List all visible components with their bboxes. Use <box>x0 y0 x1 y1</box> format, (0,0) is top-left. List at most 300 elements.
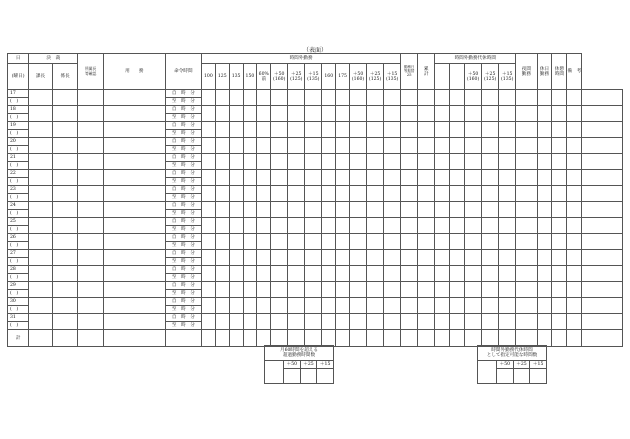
entry-cell[interactable] <box>499 234 516 250</box>
entry-cell[interactable] <box>322 122 336 138</box>
total-cell[interactable] <box>350 330 367 347</box>
entry-cell[interactable] <box>567 154 582 170</box>
entry-cell[interactable] <box>215 154 229 170</box>
entry-cell[interactable] <box>552 90 567 106</box>
total-cell[interactable] <box>465 330 482 347</box>
entry-cell[interactable] <box>537 122 552 138</box>
entry-cell[interactable] <box>29 90 52 106</box>
total-cell[interactable] <box>582 330 623 347</box>
entry-cell[interactable] <box>482 90 499 106</box>
entry-cell[interactable] <box>499 106 516 122</box>
entry-cell[interactable] <box>450 90 465 106</box>
entry-cell[interactable] <box>482 266 499 282</box>
entry-cell[interactable] <box>567 202 582 218</box>
entry-cell[interactable] <box>215 218 229 234</box>
total-cell[interactable] <box>384 330 401 347</box>
entry-cell[interactable] <box>201 170 215 186</box>
entry-cell[interactable] <box>582 282 623 298</box>
total-cell[interactable] <box>537 330 552 347</box>
entry-cell[interactable] <box>322 170 336 186</box>
entry-cell[interactable] <box>537 138 552 154</box>
entry-cell[interactable] <box>582 314 623 330</box>
entry-cell[interactable] <box>271 282 288 298</box>
entry-cell[interactable] <box>78 122 104 138</box>
entry-cell[interactable] <box>537 90 552 106</box>
entry-cell[interactable] <box>336 314 350 330</box>
entry-cell[interactable] <box>482 218 499 234</box>
total-cell[interactable] <box>367 330 384 347</box>
entry-cell[interactable] <box>582 298 623 314</box>
entry-cell[interactable] <box>367 298 384 314</box>
entry-cell[interactable] <box>350 266 367 282</box>
entry-cell[interactable] <box>384 218 401 234</box>
entry-cell[interactable] <box>78 234 104 250</box>
entry-cell[interactable] <box>567 218 582 234</box>
entry-cell[interactable] <box>201 186 215 202</box>
total-cell[interactable] <box>567 330 582 347</box>
entry-cell[interactable] <box>418 314 435 330</box>
entry-cell[interactable] <box>336 234 350 250</box>
entry-cell[interactable] <box>465 234 482 250</box>
entry-cell[interactable] <box>271 218 288 234</box>
entry-cell[interactable] <box>450 170 465 186</box>
entry-cell[interactable] <box>243 154 257 170</box>
entry-cell[interactable] <box>401 202 418 218</box>
entry-cell[interactable] <box>537 154 552 170</box>
entry-cell[interactable] <box>52 314 78 330</box>
entry-cell[interactable] <box>305 122 322 138</box>
entry-cell[interactable] <box>435 266 450 282</box>
entry-cell[interactable] <box>305 170 322 186</box>
total-cell[interactable] <box>435 330 450 347</box>
entry-cell[interactable] <box>215 170 229 186</box>
entry-cell[interactable] <box>29 202 52 218</box>
entry-cell[interactable] <box>516 234 537 250</box>
entry-cell[interactable] <box>215 234 229 250</box>
entry-cell[interactable] <box>257 234 271 250</box>
entry-cell[interactable] <box>29 266 52 282</box>
entry-cell[interactable] <box>465 90 482 106</box>
total-cell[interactable] <box>499 330 516 347</box>
entry-cell[interactable] <box>552 186 567 202</box>
entry-cell[interactable] <box>465 186 482 202</box>
entry-cell[interactable] <box>29 170 52 186</box>
entry-cell[interactable] <box>401 122 418 138</box>
entry-cell[interactable] <box>305 90 322 106</box>
entry-cell[interactable] <box>322 138 336 154</box>
entry-cell[interactable] <box>537 106 552 122</box>
entry-cell[interactable] <box>384 106 401 122</box>
entry-cell[interactable] <box>567 314 582 330</box>
entry-cell[interactable] <box>288 282 305 298</box>
entry-cell[interactable] <box>271 202 288 218</box>
entry-cell[interactable] <box>243 138 257 154</box>
entry-cell[interactable] <box>350 202 367 218</box>
entry-cell[interactable] <box>418 266 435 282</box>
entry-cell[interactable] <box>201 314 215 330</box>
entry-cell[interactable] <box>288 170 305 186</box>
entry-cell[interactable] <box>401 186 418 202</box>
entry-cell[interactable] <box>257 186 271 202</box>
entry-cell[interactable] <box>288 122 305 138</box>
entry-cell[interactable] <box>582 250 623 266</box>
entry-cell[interactable] <box>305 202 322 218</box>
total-cell[interactable] <box>516 330 537 347</box>
entry-cell[interactable] <box>537 218 552 234</box>
entry-cell[interactable] <box>305 266 322 282</box>
entry-cell[interactable] <box>450 106 465 122</box>
entry-cell[interactable] <box>367 314 384 330</box>
entry-cell[interactable] <box>243 202 257 218</box>
entry-cell[interactable] <box>243 298 257 314</box>
entry-cell[interactable] <box>257 282 271 298</box>
total-cell[interactable] <box>552 330 567 347</box>
entry-cell[interactable] <box>499 90 516 106</box>
entry-cell[interactable] <box>201 250 215 266</box>
total-cell[interactable] <box>103 330 165 347</box>
entry-cell[interactable] <box>567 250 582 266</box>
entry-cell[interactable] <box>257 138 271 154</box>
entry-cell[interactable] <box>243 186 257 202</box>
entry-cell[interactable] <box>537 202 552 218</box>
entry-cell[interactable] <box>215 90 229 106</box>
entry-cell[interactable] <box>465 218 482 234</box>
entry-cell[interactable] <box>499 154 516 170</box>
entry-cell[interactable] <box>78 250 104 266</box>
entry-cell[interactable] <box>465 138 482 154</box>
excess-blank-cell[interactable] <box>265 361 284 384</box>
entry-cell[interactable] <box>567 90 582 106</box>
entry-cell[interactable] <box>336 218 350 234</box>
entry-cell[interactable] <box>78 90 104 106</box>
entry-cell[interactable] <box>257 250 271 266</box>
entry-cell[interactable] <box>567 282 582 298</box>
entry-cell[interactable] <box>582 266 623 282</box>
total-cell[interactable] <box>229 330 243 347</box>
entry-cell[interactable] <box>336 106 350 122</box>
entry-cell[interactable] <box>243 218 257 234</box>
total-cell[interactable] <box>418 330 435 347</box>
entry-cell[interactable] <box>29 186 52 202</box>
entry-cell[interactable] <box>78 154 104 170</box>
entry-cell[interactable] <box>257 170 271 186</box>
entry-cell[interactable] <box>103 202 165 218</box>
entry-cell[interactable] <box>499 202 516 218</box>
total-cell[interactable] <box>243 330 257 347</box>
entry-cell[interactable] <box>582 234 623 250</box>
entry-cell[interactable] <box>243 250 257 266</box>
entry-cell[interactable] <box>516 218 537 234</box>
entry-cell[interactable] <box>336 266 350 282</box>
entry-cell[interactable] <box>401 298 418 314</box>
entry-cell[interactable] <box>516 154 537 170</box>
entry-cell[interactable] <box>336 250 350 266</box>
entry-cell[interactable] <box>215 314 229 330</box>
entry-cell[interactable] <box>78 138 104 154</box>
entry-cell[interactable] <box>305 314 322 330</box>
entry-cell[interactable] <box>336 282 350 298</box>
entry-cell[interactable] <box>465 154 482 170</box>
comp-blank-2[interactable] <box>450 64 465 90</box>
entry-cell[interactable] <box>582 170 623 186</box>
entry-cell[interactable] <box>229 106 243 122</box>
comp-input-15[interactable] <box>530 369 547 384</box>
entry-cell[interactable] <box>367 250 384 266</box>
entry-cell[interactable] <box>582 154 623 170</box>
entry-cell[interactable] <box>418 298 435 314</box>
entry-cell[interactable] <box>201 90 215 106</box>
entry-cell[interactable] <box>288 266 305 282</box>
entry-cell[interactable] <box>215 186 229 202</box>
entry-cell[interactable] <box>103 282 165 298</box>
entry-cell[interactable] <box>201 282 215 298</box>
entry-cell[interactable] <box>336 90 350 106</box>
entry-cell[interactable] <box>257 154 271 170</box>
entry-cell[interactable] <box>52 154 78 170</box>
entry-cell[interactable] <box>350 138 367 154</box>
total-cell[interactable] <box>78 330 104 347</box>
entry-cell[interactable] <box>384 154 401 170</box>
entry-cell[interactable] <box>350 106 367 122</box>
entry-cell[interactable] <box>52 138 78 154</box>
entry-cell[interactable] <box>78 282 104 298</box>
entry-cell[interactable] <box>103 298 165 314</box>
entry-cell[interactable] <box>552 282 567 298</box>
entry-cell[interactable] <box>103 170 165 186</box>
entry-cell[interactable] <box>418 250 435 266</box>
entry-cell[interactable] <box>103 314 165 330</box>
entry-cell[interactable] <box>401 90 418 106</box>
entry-cell[interactable] <box>29 250 52 266</box>
total-cell[interactable] <box>215 330 229 347</box>
total-cell[interactable] <box>52 330 78 347</box>
entry-cell[interactable] <box>322 314 336 330</box>
entry-cell[interactable] <box>450 250 465 266</box>
entry-cell[interactable] <box>401 218 418 234</box>
entry-cell[interactable] <box>201 266 215 282</box>
entry-cell[interactable] <box>482 250 499 266</box>
entry-cell[interactable] <box>499 314 516 330</box>
entry-cell[interactable] <box>350 170 367 186</box>
entry-cell[interactable] <box>243 170 257 186</box>
entry-cell[interactable] <box>435 314 450 330</box>
entry-cell[interactable] <box>418 90 435 106</box>
entry-cell[interactable] <box>401 234 418 250</box>
entry-cell[interactable] <box>552 154 567 170</box>
entry-cell[interactable] <box>450 202 465 218</box>
entry-cell[interactable] <box>350 250 367 266</box>
entry-cell[interactable] <box>567 266 582 282</box>
entry-cell[interactable] <box>103 90 165 106</box>
entry-cell[interactable] <box>288 298 305 314</box>
entry-cell[interactable] <box>29 122 52 138</box>
entry-cell[interactable] <box>367 266 384 282</box>
entry-cell[interactable] <box>367 138 384 154</box>
entry-cell[interactable] <box>257 122 271 138</box>
total-cell[interactable] <box>305 330 322 347</box>
entry-cell[interactable] <box>103 234 165 250</box>
entry-cell[interactable] <box>367 234 384 250</box>
total-cell[interactable] <box>29 330 52 347</box>
total-cell[interactable] <box>401 330 418 347</box>
entry-cell[interactable] <box>367 90 384 106</box>
entry-cell[interactable] <box>305 218 322 234</box>
entry-cell[interactable] <box>229 122 243 138</box>
entry-cell[interactable] <box>229 186 243 202</box>
entry-cell[interactable] <box>482 122 499 138</box>
entry-cell[interactable] <box>215 202 229 218</box>
entry-cell[interactable] <box>516 250 537 266</box>
total-cell[interactable] <box>257 330 271 347</box>
entry-cell[interactable] <box>435 138 450 154</box>
entry-cell[interactable] <box>516 282 537 298</box>
entry-cell[interactable] <box>78 186 104 202</box>
entry-cell[interactable] <box>401 106 418 122</box>
entry-cell[interactable] <box>482 106 499 122</box>
entry-cell[interactable] <box>78 170 104 186</box>
entry-cell[interactable] <box>52 122 78 138</box>
entry-cell[interactable] <box>29 154 52 170</box>
entry-cell[interactable] <box>401 282 418 298</box>
entry-cell[interactable] <box>435 218 450 234</box>
entry-cell[interactable] <box>537 186 552 202</box>
entry-cell[interactable] <box>271 266 288 282</box>
entry-cell[interactable] <box>418 218 435 234</box>
entry-cell[interactable] <box>384 282 401 298</box>
entry-cell[interactable] <box>582 106 623 122</box>
entry-cell[interactable] <box>516 90 537 106</box>
entry-cell[interactable] <box>322 298 336 314</box>
entry-cell[interactable] <box>257 106 271 122</box>
entry-cell[interactable] <box>78 218 104 234</box>
entry-cell[interactable] <box>29 314 52 330</box>
entry-cell[interactable] <box>215 122 229 138</box>
entry-cell[interactable] <box>322 90 336 106</box>
entry-cell[interactable] <box>52 90 78 106</box>
entry-cell[interactable] <box>29 282 52 298</box>
entry-cell[interactable] <box>305 138 322 154</box>
entry-cell[interactable] <box>288 186 305 202</box>
entry-cell[interactable] <box>499 138 516 154</box>
entry-cell[interactable] <box>499 218 516 234</box>
total-cell[interactable] <box>450 330 465 347</box>
entry-cell[interactable] <box>229 234 243 250</box>
entry-cell[interactable] <box>582 186 623 202</box>
total-cell[interactable] <box>201 330 215 347</box>
entry-cell[interactable] <box>103 218 165 234</box>
entry-cell[interactable] <box>322 218 336 234</box>
entry-cell[interactable] <box>499 122 516 138</box>
entry-cell[interactable] <box>384 266 401 282</box>
entry-cell[interactable] <box>288 106 305 122</box>
entry-cell[interactable] <box>435 154 450 170</box>
comp-blank-1[interactable] <box>435 64 450 90</box>
entry-cell[interactable] <box>482 314 499 330</box>
entry-cell[interactable] <box>552 106 567 122</box>
entry-cell[interactable] <box>552 202 567 218</box>
entry-cell[interactable] <box>384 234 401 250</box>
entry-cell[interactable] <box>201 138 215 154</box>
entry-cell[interactable] <box>567 234 582 250</box>
entry-cell[interactable] <box>450 234 465 250</box>
entry-cell[interactable] <box>229 250 243 266</box>
entry-cell[interactable] <box>552 122 567 138</box>
entry-cell[interactable] <box>271 154 288 170</box>
entry-cell[interactable] <box>288 314 305 330</box>
entry-cell[interactable] <box>435 202 450 218</box>
entry-cell[interactable] <box>201 234 215 250</box>
entry-cell[interactable] <box>537 250 552 266</box>
entry-cell[interactable] <box>482 186 499 202</box>
entry-cell[interactable] <box>482 298 499 314</box>
entry-cell[interactable] <box>201 218 215 234</box>
entry-cell[interactable] <box>516 106 537 122</box>
entry-cell[interactable] <box>418 234 435 250</box>
entry-cell[interactable] <box>271 106 288 122</box>
entry-cell[interactable] <box>229 90 243 106</box>
entry-cell[interactable] <box>401 154 418 170</box>
entry-cell[interactable] <box>516 170 537 186</box>
entry-cell[interactable] <box>367 154 384 170</box>
entry-cell[interactable] <box>201 202 215 218</box>
entry-cell[interactable] <box>322 250 336 266</box>
entry-cell[interactable] <box>516 266 537 282</box>
entry-cell[interactable] <box>271 90 288 106</box>
entry-cell[interactable] <box>305 282 322 298</box>
entry-cell[interactable] <box>257 266 271 282</box>
entry-cell[interactable] <box>435 122 450 138</box>
entry-cell[interactable] <box>582 122 623 138</box>
total-cell[interactable] <box>336 330 350 347</box>
entry-cell[interactable] <box>435 298 450 314</box>
entry-cell[interactable] <box>229 282 243 298</box>
entry-cell[interactable] <box>465 106 482 122</box>
entry-cell[interactable] <box>52 266 78 282</box>
entry-cell[interactable] <box>435 90 450 106</box>
entry-cell[interactable] <box>418 202 435 218</box>
entry-cell[interactable] <box>465 170 482 186</box>
entry-cell[interactable] <box>367 106 384 122</box>
entry-cell[interactable] <box>384 250 401 266</box>
entry-cell[interactable] <box>201 298 215 314</box>
total-cell[interactable] <box>271 330 288 347</box>
comp-blank-cell[interactable] <box>478 361 497 384</box>
entry-cell[interactable] <box>271 314 288 330</box>
entry-cell[interactable] <box>582 90 623 106</box>
entry-cell[interactable] <box>52 186 78 202</box>
entry-cell[interactable] <box>52 250 78 266</box>
entry-cell[interactable] <box>499 266 516 282</box>
entry-cell[interactable] <box>384 202 401 218</box>
entry-cell[interactable] <box>322 234 336 250</box>
entry-cell[interactable] <box>418 122 435 138</box>
entry-cell[interactable] <box>336 202 350 218</box>
entry-cell[interactable] <box>288 234 305 250</box>
entry-cell[interactable] <box>243 282 257 298</box>
entry-cell[interactable] <box>482 234 499 250</box>
entry-cell[interactable] <box>243 122 257 138</box>
excess-input-25[interactable] <box>300 369 317 384</box>
entry-cell[interactable] <box>567 186 582 202</box>
entry-cell[interactable] <box>29 298 52 314</box>
entry-cell[interactable] <box>567 170 582 186</box>
entry-cell[interactable] <box>243 90 257 106</box>
entry-cell[interactable] <box>322 186 336 202</box>
entry-cell[interactable] <box>336 186 350 202</box>
entry-cell[interactable] <box>499 250 516 266</box>
entry-cell[interactable] <box>516 186 537 202</box>
entry-cell[interactable] <box>215 250 229 266</box>
